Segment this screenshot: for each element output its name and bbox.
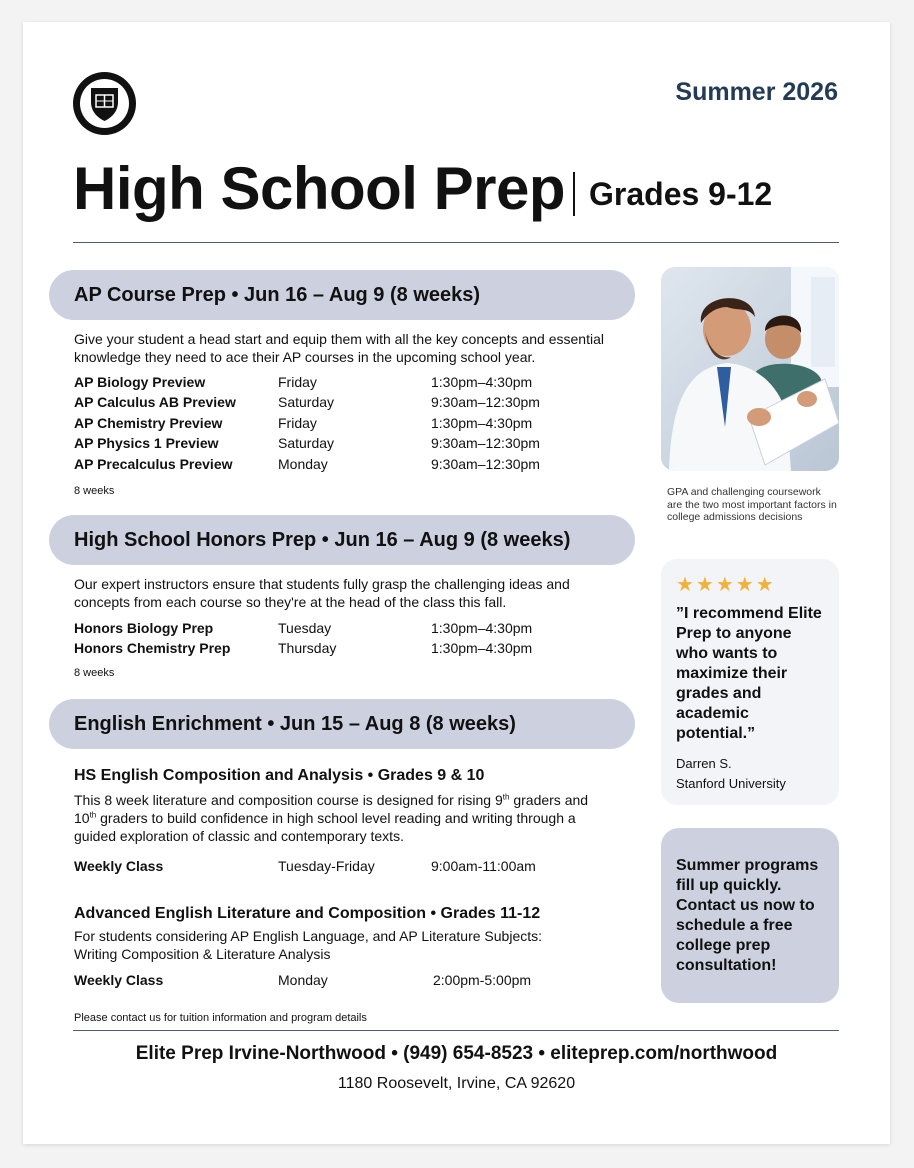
footer-rule xyxy=(73,1030,839,1031)
testimonial-author xyxy=(676,754,825,794)
course-name: AP Chemistry Preview xyxy=(74,415,223,431)
table-row xyxy=(74,618,634,638)
author-school: Stanford University xyxy=(676,776,786,791)
literature-description: For students considering AP English Language, and AP Literature Subjects: Writing Composition & Literature Analysis xyxy=(74,928,543,962)
course-time: 1:30pm–4:30pm xyxy=(431,620,533,636)
table-row xyxy=(74,433,634,453)
course-day: Thursday xyxy=(278,640,337,656)
class-label: Weekly Class xyxy=(74,858,164,874)
photo-caption: GPA and challenging coursework are the two most important factors in college admissions decisions xyxy=(667,486,837,523)
honors-section-heading: High School Honors Prep • Jun 16 – Aug 9 (8 weeks) xyxy=(49,515,635,565)
course-day: Saturday xyxy=(278,435,335,451)
course-day: Monday xyxy=(278,456,328,472)
table-row xyxy=(74,392,634,412)
composition-course-title: HS English Composition and Analysis • Grades 9 & 10 xyxy=(74,767,485,784)
composition-description: This 8 week literature and composition course is designed for rising 9th graders and 10th graders to build confidence in high school level reading and writing through a guided exploration of classic and contemporary texts. xyxy=(74,792,589,844)
course-time: 1:30pm–4:30pm xyxy=(431,415,533,431)
page-title: High School Prep xyxy=(73,155,566,222)
course-day: Saturday xyxy=(278,394,335,410)
table-row xyxy=(74,372,634,392)
course-name: AP Physics 1 Preview xyxy=(74,435,219,451)
address-line: 1180 Roosevelt, Irvine, CA 92620 xyxy=(337,1075,576,1092)
header-rule xyxy=(73,242,839,243)
course-name: Honors Chemistry Prep xyxy=(74,640,231,656)
class-time: 2:00pm-5:00pm xyxy=(433,972,532,988)
tutoring-photo xyxy=(661,267,839,471)
table-row xyxy=(74,413,634,433)
course-time: 9:30am–12:30pm xyxy=(431,435,540,451)
shield-crest-icon xyxy=(73,72,136,135)
ap-description: Give your student a head start and equip them with all the key concepts and essential knowledge they need to ace their AP courses in the upcoming school year. xyxy=(74,331,604,365)
testimonial-quote: ”I recommend Elite Prep to anyone who wants to maximize their grades and academic potential.” xyxy=(676,605,822,742)
course-day: Friday xyxy=(278,415,317,431)
course-name: AP Precalculus Preview xyxy=(74,456,233,472)
title-divider xyxy=(573,172,575,216)
table-row xyxy=(74,638,634,658)
honors-duration: 8 weeks xyxy=(74,667,115,679)
ap-section-heading: AP Course Prep • Jun 16 – Aug 9 (8 weeks) xyxy=(49,270,635,320)
literature-course-title: Advanced English Literature and Composition • Grades 11-12 xyxy=(74,905,541,922)
honors-description: Our expert instructors ensure that students fully grasp the challenging ideas and concepts from each course so they're at the head of the class this fall. xyxy=(74,576,570,610)
ap-duration: 8 weeks xyxy=(74,485,115,497)
class-time: 9:00am-11:00am xyxy=(431,858,536,874)
class-day: Monday xyxy=(278,972,328,988)
tuition-note: Please contact us for tuition information and program details xyxy=(74,1012,367,1024)
star-rating-icon: ★★★★★ xyxy=(676,574,776,596)
table-row xyxy=(74,856,634,876)
testimonial-card xyxy=(661,559,839,805)
season-label: Summer 2026 xyxy=(675,78,838,106)
course-time: 9:30am–12:30pm xyxy=(431,394,540,410)
consultation-cta: Summer programs fill up quickly. Contact us now to schedule a free college prep consultation! xyxy=(661,828,839,1003)
class-label: Weekly Class xyxy=(74,972,164,988)
class-day: Tuesday-Friday xyxy=(278,858,375,874)
author-name: Darren S. xyxy=(676,756,732,771)
course-time: 1:30pm–4:30pm xyxy=(431,374,533,390)
contact-line: Elite Prep Irvine-Northwood • (949) 654-8523 • eliteprep.com/northwood xyxy=(135,1043,778,1064)
flyer-page xyxy=(23,22,890,1144)
course-time: 1:30pm–4:30pm xyxy=(431,640,533,656)
course-time: 9:30am–12:30pm xyxy=(431,456,540,472)
table-row xyxy=(74,454,634,474)
table-row xyxy=(74,970,634,990)
course-name: Honors Biology Prep xyxy=(74,620,214,636)
english-section-heading: English Enrichment • Jun 15 – Aug 8 (8 weeks) xyxy=(49,699,635,749)
course-name: AP Biology Preview xyxy=(74,374,206,390)
course-day: Friday xyxy=(278,374,317,390)
course-name: AP Calculus AB Preview xyxy=(74,394,236,410)
course-day: Tuesday xyxy=(278,620,332,636)
grades-label: Grades 9-12 xyxy=(589,176,773,212)
